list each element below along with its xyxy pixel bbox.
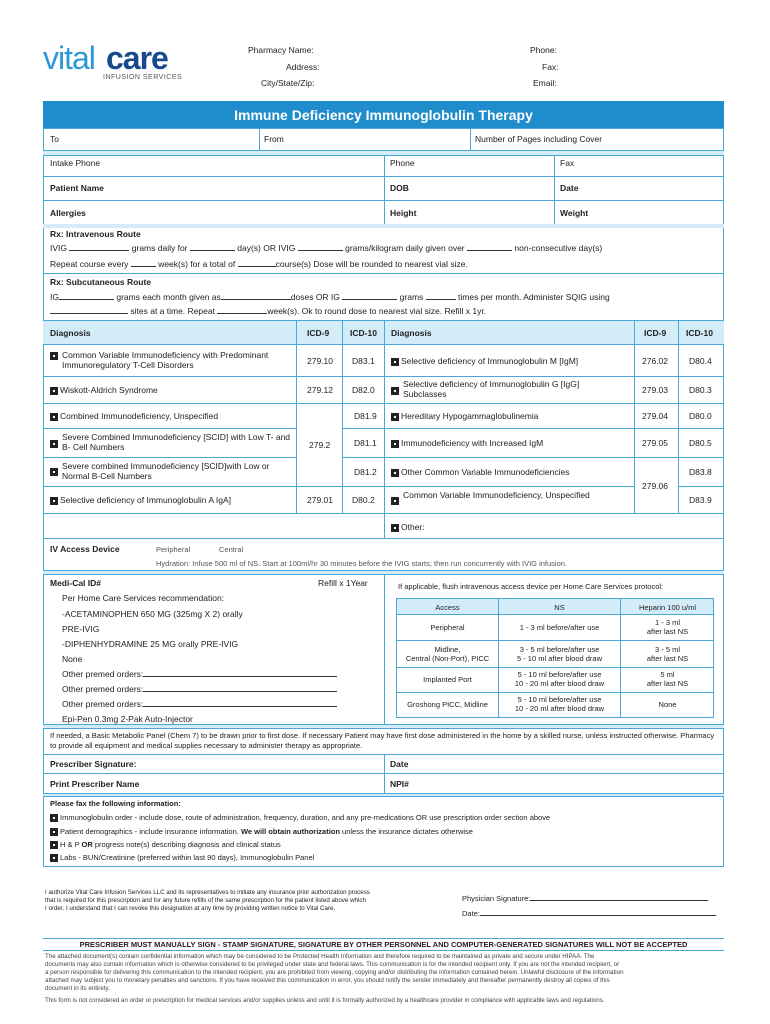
icd10-header-right: ICD-10 — [686, 328, 713, 338]
iv-access-title: IV Access Device — [50, 544, 120, 554]
auth-text-3: I order. I understand that I can revoke this designation at any time by providing written notice to Vital Care. — [45, 905, 336, 912]
diag-left-1-icd10: D82.0 — [352, 385, 375, 395]
diag-right-2[interactable]: Hereditary Hypogammaglobulinemia — [391, 411, 538, 421]
checkbox-icon[interactable] — [391, 387, 399, 395]
checkbox-icon[interactable] — [50, 841, 58, 849]
date-field-label[interactable]: Date — [560, 183, 579, 193]
icd9-header-left: ICD-9 — [307, 328, 330, 338]
flush-r1-hep: 3 - 5 ml after last NS — [646, 645, 689, 663]
pre-ivig: PRE-IVIG — [62, 624, 100, 634]
diag-header-left: Diagnosis — [50, 328, 91, 338]
fax-field-label[interactable]: Fax — [560, 158, 575, 168]
fax-label: Fax: — [542, 62, 559, 72]
rx-sc-line2[interactable]: sites at a time. Repeat week(s). Ok to round dose to nearest vial size. Refill x 1yr. — [50, 306, 486, 316]
checkbox-icon[interactable] — [50, 814, 58, 822]
flush-r0-hep: 1 - 3 ml after last NS — [646, 618, 689, 636]
pages-label: Number of Pages including Cover — [475, 134, 603, 144]
diag-left-0-icd10: D83.1 — [352, 356, 375, 366]
checkbox-icon[interactable] — [391, 413, 399, 421]
checkbox-icon[interactable] — [50, 497, 58, 505]
height-label[interactable]: Height — [390, 208, 417, 218]
fax-item-2[interactable]: Patient demographics - include insurance information. We will obtain authorization unless the insurance dictates otherwise — [50, 827, 473, 837]
hydration-text: Hydration: Infuse 500 ml of NS. Start at 100ml/hr 30 minutes before the IVIG starts; then run concurrently with IVIG infusion. — [156, 559, 568, 568]
diag-left-1-icd9: 279.12 — [307, 385, 333, 395]
diag-left-5-icd9: 279.01 — [307, 495, 333, 505]
diag-right-6[interactable]: Other: — [391, 522, 425, 532]
physician-signature[interactable]: Physician Signature: — [462, 893, 708, 904]
checkbox-icon[interactable] — [50, 413, 58, 421]
diag-right-1-label: Selective deficiency of Immunoglobulin G [IgG] Subclasses — [403, 379, 580, 399]
epi-pen: Epi-Pen 0.3mg 2-Pak Auto-Injector — [62, 714, 193, 724]
prescriber-date-label[interactable]: Date — [390, 759, 409, 769]
fax-info-title: Please fax the following information: — [50, 799, 181, 808]
logo-subtitle: INFUSION SERVICES — [103, 74, 183, 81]
email-label: Email: — [533, 78, 557, 88]
flush-r3-access: Groshong PICC, Midline — [407, 700, 488, 709]
icd9-header-right: ICD-9 — [644, 328, 667, 338]
logo-vital: vital — [43, 40, 95, 76]
checkbox-icon[interactable] — [50, 468, 58, 476]
rx-sc-title: Rx: Subcutaneous Route — [50, 277, 152, 287]
diag-right-2-icd9: 279.04 — [642, 411, 668, 421]
flush-h-ns: NS — [554, 603, 565, 612]
fax-item-4[interactable]: Labs - BUN/Creatinine (preferred within last 90 days), Immunoglobulin Panel — [50, 853, 314, 863]
rx-sc-line1[interactable]: IG grams each month given as doses OR IG grams times per month. Administer SQIG using — [50, 292, 610, 302]
rx-iv-title: Rx: Intravenous Route — [50, 229, 141, 239]
medi-cal-label[interactable]: Medi-Cal ID# — [50, 578, 102, 588]
diag-left-3[interactable] — [50, 438, 60, 448]
acetaminophen: -ACETAMINOPHEN 650 MG (325mg X 2) orally — [62, 609, 243, 619]
checkbox-icon[interactable] — [50, 854, 58, 862]
peripheral-option[interactable]: Peripheral — [156, 545, 191, 554]
checkbox-icon[interactable] — [50, 387, 58, 395]
flush-h-access: Access — [435, 603, 460, 612]
diag-left-3-label: Severe Combined Immunodeficiency [SCID] with Low T- and B- Cell Numbers — [62, 432, 291, 452]
central-option[interactable]: Central — [219, 545, 244, 554]
checkbox-icon[interactable] — [391, 440, 399, 448]
flush-r3-hep: None — [658, 700, 677, 709]
logo-care: care — [106, 40, 168, 76]
flush-r0-access: Peripheral — [430, 623, 465, 632]
weight-label[interactable]: Weight — [560, 208, 589, 218]
print-prescriber-label[interactable]: Print Prescriber Name — [50, 779, 140, 789]
rec-label: Per Home Care Services recommendation: — [62, 593, 225, 603]
flush-h-heparin: Heparin 100 u/ml — [638, 603, 697, 612]
confidential-3: a person responsible for delivering this communication to the intended recipient, you are prohibited from viewing, copying and/or distributing the information contained herein. Unlawful disclosure of the information — [45, 969, 624, 976]
intake-phone-label[interactable]: Intake Phone — [50, 158, 101, 168]
diag-right-1-icd10: D80.3 — [689, 385, 712, 395]
refill-label: Refill x 1Year — [318, 578, 368, 588]
none-option: None — [62, 654, 83, 664]
patient-name-label[interactable]: Patient Name — [50, 183, 104, 193]
diag-left-2-icd10: D81.9 — [354, 411, 377, 421]
not-order-notice: This form is not considered an order or prescription for medical services and/or supplies unless and until it is formally authorized by a healthcare provider in compliance with applicable laws and regulations. — [45, 997, 605, 1004]
flush-r1-access: Midline, Central (Non-Port), PICC — [405, 645, 490, 663]
rx-iv-line2[interactable]: Repeat course every week(s) for a total of course(s) Dose will be rounded to nearest vial size. — [50, 259, 468, 269]
checkbox-icon[interactable] — [50, 352, 58, 360]
checkbox-icon[interactable] — [50, 828, 58, 836]
checkbox-icon[interactable] — [391, 358, 399, 366]
from-label: From — [264, 134, 284, 144]
form-title: Immune Deficiency Immunoglobulin Therapy — [234, 107, 533, 123]
auth-text-1: I authorize Vital Care Infusion Services LLC and its representatives to initiate any insurance prior authorization process — [45, 889, 370, 896]
premed-1[interactable]: Other premed orders: — [62, 669, 337, 679]
diag-header-right: Diagnosis — [391, 328, 432, 338]
allergies-label[interactable]: Allergies — [50, 208, 86, 218]
rx-iv-line1[interactable]: IVIG grams daily for day(s) OR IVIG grams/kilogram daily given over non-consecutive day(s) — [50, 243, 603, 253]
pharmacy-name-label: Pharmacy Name: — [248, 45, 314, 55]
premed-3[interactable]: Other premed orders: — [62, 699, 337, 709]
icd10-header-left: ICD-10 — [350, 328, 377, 338]
diag-right-3-icd9: 279.05 — [642, 438, 668, 448]
flush-r3-ns: 5 - 10 ml before/after use 10 - 20 ml after blood draw — [514, 695, 605, 713]
auth-text-2: that is required for this prescription and for any future refills of the same prescription for the patient listed above which — [45, 897, 366, 904]
checkbox-icon[interactable] — [50, 440, 58, 448]
city-label: City/State/Zip: — [261, 78, 315, 88]
diag-left-4-icd10: D81.2 — [354, 467, 377, 477]
logo — [43, 40, 203, 85]
diag-right-0-icd9: 276.02 — [642, 356, 668, 366]
confidential-4: attached may subject you to monetary penalties and sanctions. If you have received this communication in error, you should notify the sender immediately and thereafter permanently destroy all copies of this — [45, 977, 610, 984]
diag-right-5[interactable] — [391, 495, 401, 505]
diag-left-0-icd9: 279.10 — [307, 356, 333, 366]
diag-left-0-label: Common Variable Immunodeficiency with Predominant Immunoregulatory T-Cell Disorders — [62, 350, 269, 370]
diag-left-3-icd10: D81.1 — [354, 438, 377, 448]
confidential-2: documents may also contain information which is otherwise considered to be privileged under state and federal laws. This communication is for the intended recipient only. If you are not the intended recipient, or — [45, 961, 620, 968]
checkbox-icon[interactable] — [391, 497, 399, 505]
flush-r1-ns: 3 - 5 ml before/after use 5 - 10 ml after blood draw — [516, 645, 603, 663]
phone-label: Phone: — [530, 45, 557, 55]
confidential-5: document in its entirety. — [45, 985, 110, 992]
diag-right-5-icd10: D83.9 — [689, 495, 712, 505]
diag-right-4-icd10: D83.8 — [689, 467, 712, 477]
fax-item-1[interactable]: Immunoglobulin order - include dose, route of administration, frequency, duration, and any pre-medications OR use prescription order section above — [50, 813, 550, 823]
diag-left-3-icd9: 279.2 — [309, 440, 331, 450]
diag-right-0-icd10: D80.4 — [689, 356, 712, 366]
diag-left-4-label: Severe combined Immunodeficiency [SCID]with Low or Normal B-Cell Numbers — [62, 461, 270, 481]
diag-right-4-icd9: 279.06 — [642, 481, 668, 491]
dob-label[interactable]: DOB — [390, 183, 409, 193]
must-sign-notice: PRESCRIBER MUST MANUALLY SIGN - STAMP SIGNATURE, SIGNATURE BY OTHER PERSONNEL AND COMPUTER-GENERATED SIGNATURES WILL NOT BE ACCEPTED — [79, 940, 688, 949]
diag-right-3[interactable]: Immunodeficiency with Increased IgM — [391, 438, 543, 448]
physician-date[interactable]: Date: — [462, 908, 716, 919]
diag-right-5-label: Common Variable Immunodeficiency, Unspecified — [403, 490, 590, 500]
diag-right-4[interactable]: Other Common Variable Immunodeficiencies — [391, 467, 570, 477]
confidential-1: The attached document(s) contain confidential information which may be considered to be Protected Health Information and therefore required to be maintained as private and secure under HIPAA. The — [45, 953, 595, 960]
diag-right-1[interactable] — [391, 385, 401, 395]
premed-2[interactable]: Other premed orders: — [62, 684, 337, 694]
diag-left-4[interactable] — [50, 466, 60, 476]
flush-title: If applicable, flush intravenous access device per Home Care Services protocol: — [398, 582, 664, 591]
diag-right-0[interactable]: Selective deficiency of Immunoglobulin M [IgM] — [391, 356, 578, 366]
checkbox-icon[interactable] — [391, 469, 399, 477]
diag-right-1-icd9: 279.03 — [642, 385, 668, 395]
address-label: Address: — [286, 62, 320, 72]
prescriber-signature-label[interactable]: Prescriber Signature: — [50, 759, 137, 769]
flush-r2-access: Implanted Port — [423, 675, 472, 684]
diag-right-3-icd10: D80.5 — [689, 438, 712, 448]
to-label: To — [50, 134, 59, 144]
metabolic-note: If needed, a Basic Metabolic Panel (Chem 7) to be drawn prior to first dose. If necessary Patient may have first dose administered in the home by a skilled nurse, unless instructed otherwise. Pharmacy to provide all equipment and medical supplies necessary to administer therapy as appropriate. — [50, 731, 715, 750]
npi-label[interactable]: NPI# — [390, 779, 409, 789]
diag-left-5[interactable]: Selective deficiency of Immunoglobulin A IgA] — [50, 495, 231, 505]
diag-left-5-icd10: D80.2 — [352, 495, 375, 505]
phone-field-label[interactable]: Phone — [390, 158, 415, 168]
fax-item-3[interactable]: H & P OR progress note(s) describing diagnosis and clinical status — [50, 840, 281, 850]
diag-left-0[interactable] — [50, 350, 60, 360]
diag-right-2-icd10: D80.0 — [689, 411, 712, 421]
flush-r2-hep: 5 ml after last NS — [646, 670, 689, 688]
diag-left-2[interactable]: Combined Immunodeficiency, Unspecified — [50, 411, 218, 421]
diphenhydramine: -DIPHENHYDRAMINE 25 MG orally PRE-IVIG — [62, 639, 239, 649]
flush-r2-ns: 5 - 10 ml before/after use 10 - 20 ml after blood draw — [514, 670, 605, 688]
flush-r0-ns: 1 - 3 ml before/after use — [519, 623, 600, 632]
checkbox-icon[interactable] — [391, 524, 399, 532]
diag-left-1[interactable]: Wiskott-Aldrich Syndrome — [50, 385, 158, 395]
